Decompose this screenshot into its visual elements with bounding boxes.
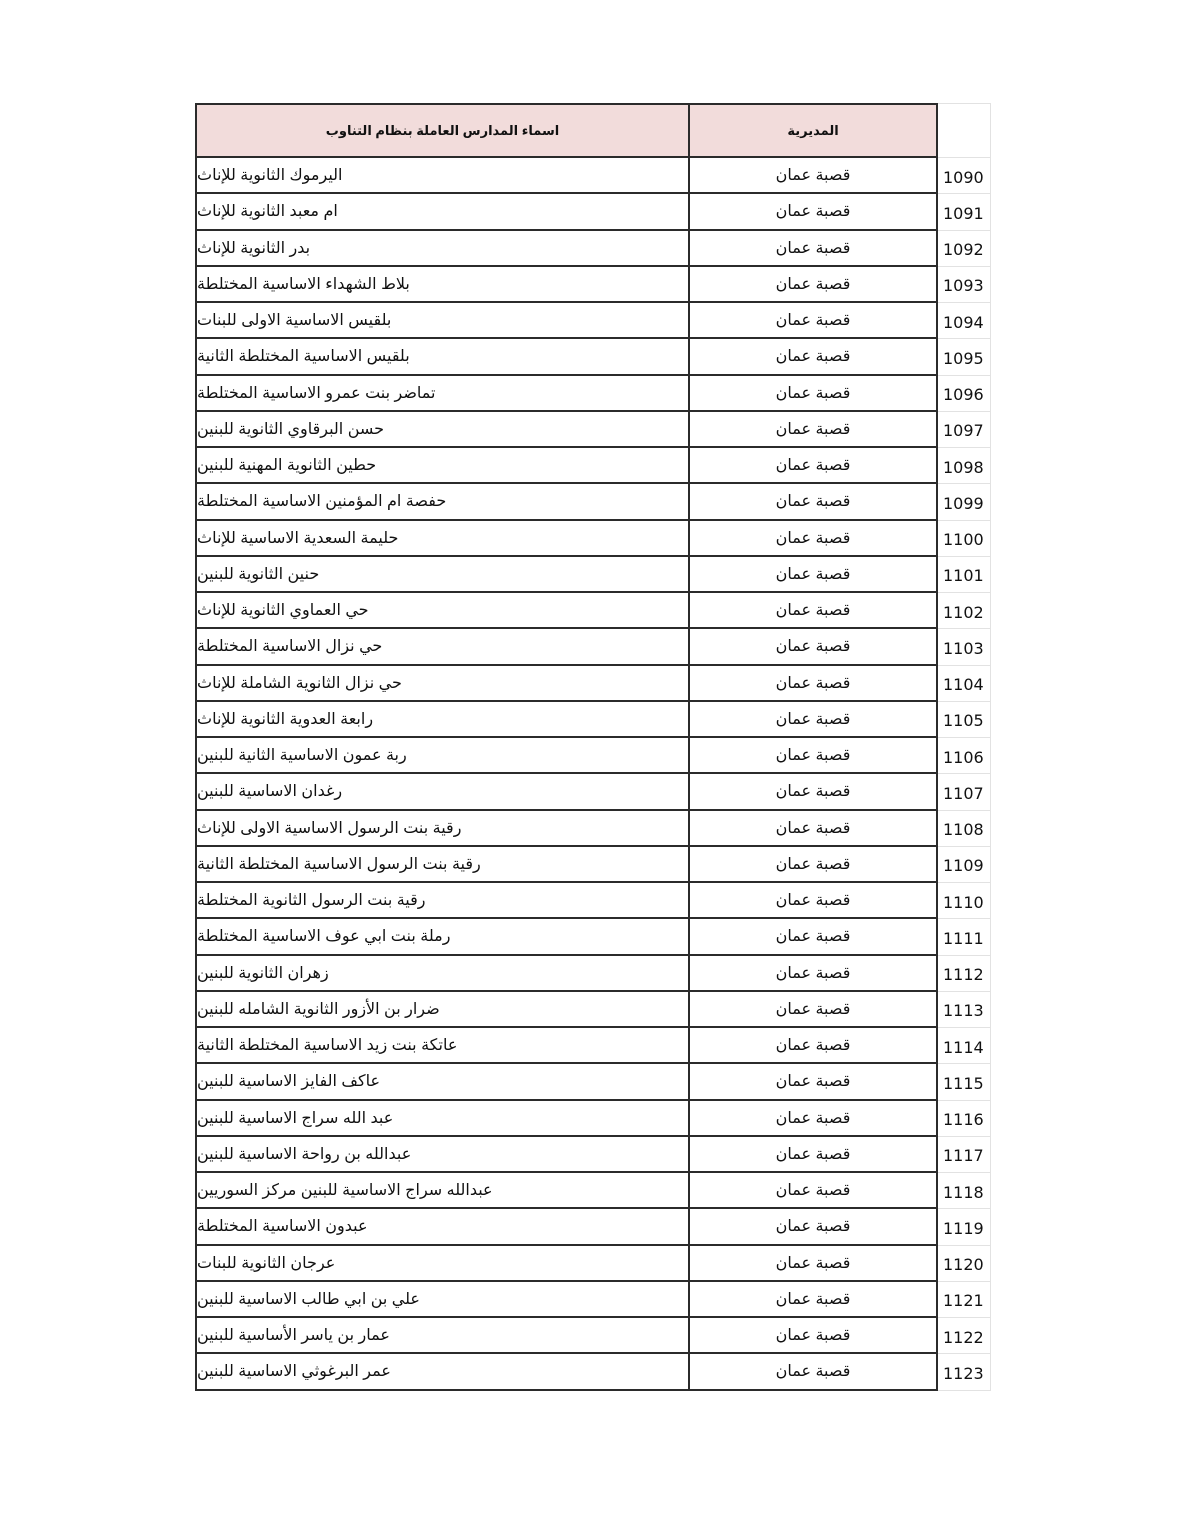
school-name-cell: حفصة ام المؤمنين الاساسية المختلطة bbox=[195, 484, 689, 520]
directorate-cell: قصبة عمان bbox=[689, 629, 938, 665]
directorate-cell: قصبة عمان bbox=[689, 774, 938, 810]
row-number-cell: 1092 bbox=[938, 231, 991, 267]
directorate-cell: قصبة عمان bbox=[689, 666, 938, 702]
directorate-cell: قصبة عمان bbox=[689, 702, 938, 738]
table-row bbox=[195, 231, 991, 267]
row-number-cell: 1099 bbox=[938, 484, 991, 520]
table-row bbox=[195, 1246, 991, 1282]
row-number-cell: 1113 bbox=[938, 992, 991, 1028]
directorate-cell: قصبة عمان bbox=[689, 1028, 938, 1064]
table-row bbox=[195, 992, 991, 1028]
row-number-cell: 1114 bbox=[938, 1028, 991, 1064]
school-name-cell: رقية بنت الرسول الاساسية الاولى للإناث bbox=[195, 811, 689, 847]
row-number-cell: 1121 bbox=[938, 1282, 991, 1318]
directorate-cell: قصبة عمان bbox=[689, 1282, 938, 1318]
row-number-cell: 1118 bbox=[938, 1173, 991, 1209]
table-row bbox=[195, 919, 991, 955]
table-row bbox=[195, 738, 991, 774]
school-name-cell: تماضر بنت عمرو الاساسية المختلطة bbox=[195, 376, 689, 412]
directorate-cell: قصبة عمان bbox=[689, 521, 938, 557]
directorate-cell: قصبة عمان bbox=[689, 1173, 938, 1209]
school-name-cell: عبد الله سراج الاساسية للبنين bbox=[195, 1101, 689, 1137]
table-row bbox=[195, 1064, 991, 1100]
school-name-cell: بدر الثانوية للإناث bbox=[195, 231, 689, 267]
school-name-cell: رغدان الاساسية للبنين bbox=[195, 774, 689, 810]
table-row bbox=[195, 883, 991, 919]
directorate-cell: قصبة عمان bbox=[689, 1137, 938, 1173]
table-row bbox=[195, 1028, 991, 1064]
directorate-cell: قصبة عمان bbox=[689, 883, 938, 919]
row-number-cell: 1098 bbox=[938, 448, 991, 484]
table-row bbox=[195, 303, 991, 339]
header-school-names bbox=[195, 103, 689, 158]
row-number-cell: 1107 bbox=[938, 774, 991, 810]
directorate-cell: قصبة عمان bbox=[689, 593, 938, 629]
row-number-cell: 1123 bbox=[938, 1354, 991, 1390]
school-name-cell: رابعة العدوية الثانوية للإناث bbox=[195, 702, 689, 738]
row-number-cell: 1105 bbox=[938, 702, 991, 738]
table-row bbox=[195, 774, 991, 810]
directorate-cell: قصبة عمان bbox=[689, 158, 938, 194]
row-number-cell: 1091 bbox=[938, 194, 991, 230]
table-row bbox=[195, 448, 991, 484]
directorate-cell: قصبة عمان bbox=[689, 376, 938, 412]
table-row bbox=[195, 593, 991, 629]
directorate-cell: قصبة عمان bbox=[689, 1064, 938, 1100]
table-body bbox=[195, 158, 991, 1391]
table-row bbox=[195, 1318, 991, 1354]
school-name-cell: بلاط الشهداء الاساسية المختلطة bbox=[195, 267, 689, 303]
directorate-cell: قصبة عمان bbox=[689, 811, 938, 847]
school-name-cell: حليمة السعدية الاساسية للإناث bbox=[195, 521, 689, 557]
table-row bbox=[195, 702, 991, 738]
table-row bbox=[195, 629, 991, 665]
school-name-cell: عاتكة بنت زيد الاساسية المختلطة الثانية bbox=[195, 1028, 689, 1064]
school-name-cell: زهران الثانوية للبنين bbox=[195, 956, 689, 992]
row-number-cell: 1117 bbox=[938, 1137, 991, 1173]
school-name-cell: عبدالله بن رواحة الاساسية للبنين bbox=[195, 1137, 689, 1173]
row-number-cell: 1108 bbox=[938, 811, 991, 847]
row-number-cell: 1090 bbox=[938, 158, 991, 194]
table-row bbox=[195, 1173, 991, 1209]
row-number-cell: 1112 bbox=[938, 956, 991, 992]
directorate-cell: قصبة عمان bbox=[689, 1354, 938, 1390]
table-row bbox=[195, 521, 991, 557]
header-directorate-label: المديرية bbox=[787, 122, 839, 138]
school-name-cell: ربة عمون الاساسية الثانية للبنين bbox=[195, 738, 689, 774]
directorate-cell: قصبة عمان bbox=[689, 194, 938, 230]
table-row bbox=[195, 158, 991, 194]
directorate-cell: قصبة عمان bbox=[689, 1246, 938, 1282]
school-name-cell: عرجان الثانوية للبنات bbox=[195, 1246, 689, 1282]
table-row bbox=[195, 1282, 991, 1318]
school-name-cell: حسن البرقاوي الثانوية للبنين bbox=[195, 412, 689, 448]
directorate-cell: قصبة عمان bbox=[689, 267, 938, 303]
row-number-cell: 1122 bbox=[938, 1318, 991, 1354]
row-number-cell: 1097 bbox=[938, 412, 991, 448]
header-school-names-label: اسماء المدارس العاملة بنظام التناوب bbox=[325, 122, 560, 138]
table-row bbox=[195, 376, 991, 412]
school-name-cell: حي نزال الاساسية المختلطة bbox=[195, 629, 689, 665]
schools-table bbox=[195, 103, 991, 1391]
table-row bbox=[195, 847, 991, 883]
directorate-cell: قصبة عمان bbox=[689, 1318, 938, 1354]
table-row bbox=[195, 267, 991, 303]
school-name-cell: عمر البرغوثي الاساسية للبنين bbox=[195, 1354, 689, 1390]
school-name-cell: عمار بن ياسر الأساسية للبنين bbox=[195, 1318, 689, 1354]
table-row bbox=[195, 811, 991, 847]
row-number-cell: 1104 bbox=[938, 666, 991, 702]
school-name-cell: حي العماوي الثانوية للإناث bbox=[195, 593, 689, 629]
table-row bbox=[195, 194, 991, 230]
row-number-cell: 1094 bbox=[938, 303, 991, 339]
header-directorate bbox=[689, 103, 938, 158]
table-row bbox=[195, 1101, 991, 1137]
directorate-cell: قصبة عمان bbox=[689, 448, 938, 484]
row-number-cell: 1100 bbox=[938, 521, 991, 557]
directorate-cell: قصبة عمان bbox=[689, 847, 938, 883]
directorate-cell: قصبة عمان bbox=[689, 231, 938, 267]
school-name-cell: رقية بنت الرسول الاساسية المختلطة الثانية bbox=[195, 847, 689, 883]
table-row bbox=[195, 557, 991, 593]
header-number bbox=[938, 103, 991, 158]
table-row bbox=[195, 339, 991, 375]
school-name-cell: حنين الثانوية للبنين bbox=[195, 557, 689, 593]
school-name-cell: حطين الثانوية المهنية للبنين bbox=[195, 448, 689, 484]
school-name-cell: حي نزال الثانوية الشاملة للإناث bbox=[195, 666, 689, 702]
school-name-cell: ام معبد الثانوية للإناث bbox=[195, 194, 689, 230]
school-name-cell: عبدون الاساسية المختلطة bbox=[195, 1209, 689, 1245]
school-name-cell: عبدالله سراج الاساسية للبنين مركز السوريين bbox=[195, 1173, 689, 1209]
directorate-cell: قصبة عمان bbox=[689, 1209, 938, 1245]
directorate-cell: قصبة عمان bbox=[689, 1101, 938, 1137]
directorate-cell: قصبة عمان bbox=[689, 956, 938, 992]
row-number-cell: 1109 bbox=[938, 847, 991, 883]
row-number-cell: 1101 bbox=[938, 557, 991, 593]
row-number-cell: 1116 bbox=[938, 1101, 991, 1137]
directorate-cell: قصبة عمان bbox=[689, 412, 938, 448]
row-number-cell: 1093 bbox=[938, 267, 991, 303]
directorate-cell: قصبة عمان bbox=[689, 557, 938, 593]
school-name-cell: ضرار بن الأزور الثانوية الشامله للبنين bbox=[195, 992, 689, 1028]
directorate-cell: قصبة عمان bbox=[689, 738, 938, 774]
directorate-cell: قصبة عمان bbox=[689, 484, 938, 520]
table-row bbox=[195, 1209, 991, 1245]
table-row bbox=[195, 1354, 991, 1390]
row-number-cell: 1120 bbox=[938, 1246, 991, 1282]
row-number-cell: 1106 bbox=[938, 738, 991, 774]
row-number-cell: 1103 bbox=[938, 629, 991, 665]
table-row bbox=[195, 484, 991, 520]
row-number-cell: 1119 bbox=[938, 1209, 991, 1245]
row-number-cell: 1110 bbox=[938, 883, 991, 919]
school-name-cell: اليرموك الثانوية للإناث bbox=[195, 158, 689, 194]
row-number-cell: 1115 bbox=[938, 1064, 991, 1100]
school-name-cell: عاكف الفايز الاساسية للبنين bbox=[195, 1064, 689, 1100]
school-name-cell: علي بن ابي طالب الاساسية للبنين bbox=[195, 1282, 689, 1318]
row-number-cell: 1095 bbox=[938, 339, 991, 375]
school-name-cell: بلقيس الاساسية الاولى للبنات bbox=[195, 303, 689, 339]
row-number-cell: 1111 bbox=[938, 919, 991, 955]
directorate-cell: قصبة عمان bbox=[689, 339, 938, 375]
row-number-cell: 1096 bbox=[938, 376, 991, 412]
school-name-cell: رملة بنت ابي عوف الاساسية المختلطة bbox=[195, 919, 689, 955]
table-row bbox=[195, 956, 991, 992]
school-name-cell: رقية بنت الرسول الثانوية المختلطة bbox=[195, 883, 689, 919]
row-number-cell: 1102 bbox=[938, 593, 991, 629]
table-row bbox=[195, 412, 991, 448]
directorate-cell: قصبة عمان bbox=[689, 919, 938, 955]
school-name-cell: بلقيس الاساسية المختلطة الثانية bbox=[195, 339, 689, 375]
table-header-row bbox=[195, 103, 991, 158]
directorate-cell: قصبة عمان bbox=[689, 992, 938, 1028]
table-row bbox=[195, 1137, 991, 1173]
directorate-cell: قصبة عمان bbox=[689, 303, 938, 339]
table-row bbox=[195, 666, 991, 702]
